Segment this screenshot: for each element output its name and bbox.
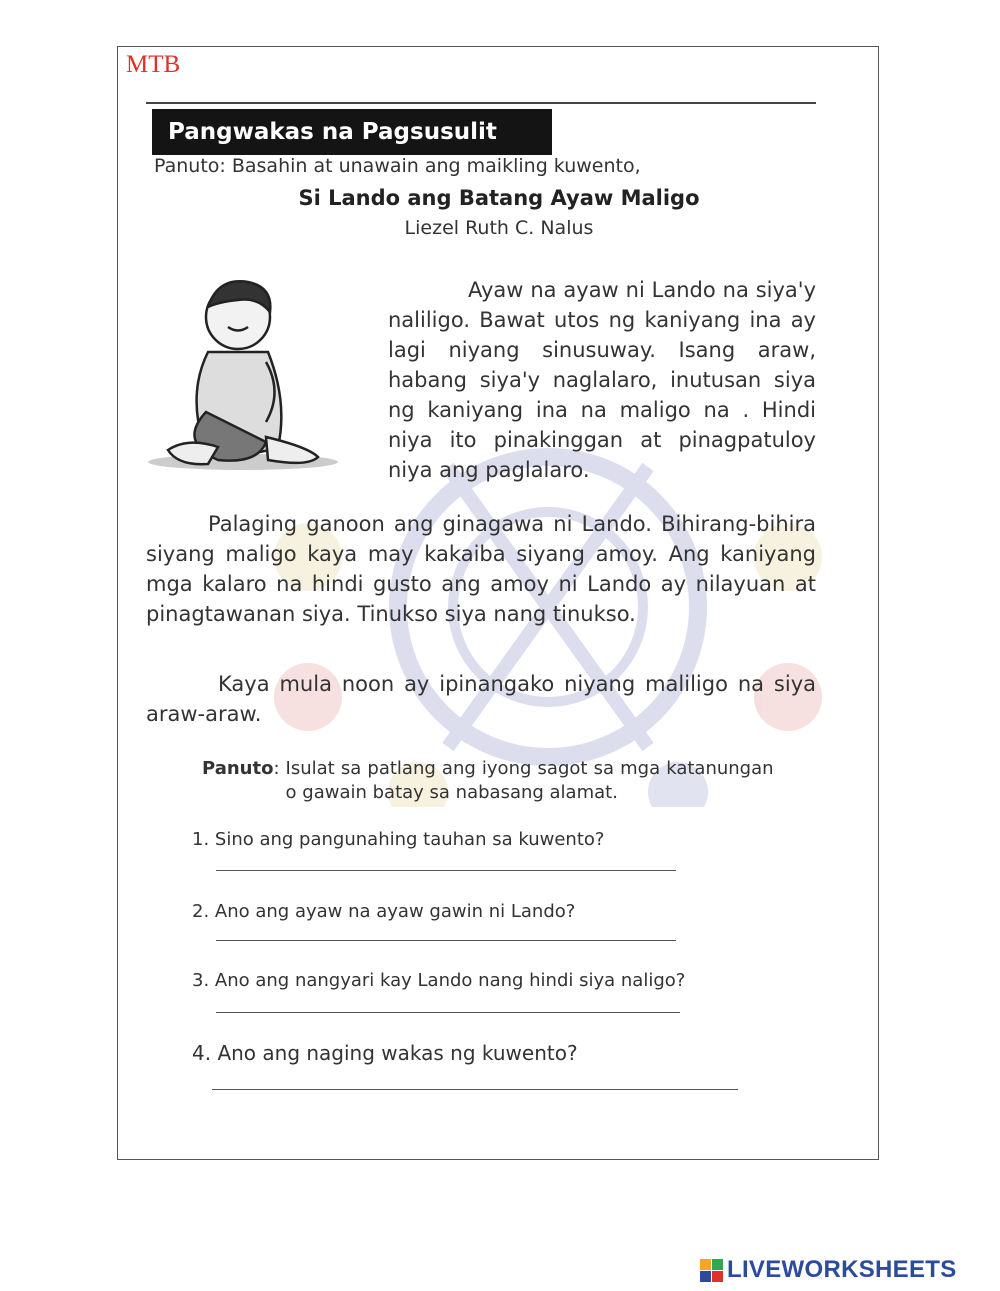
- story-author: Liezel Ruth C. Nalus: [404, 217, 594, 239]
- questions-instruction: Panuto: Isulat sa patlang ang iyong sagot sa mga katanungan o gawain batay sa nabasang alamat.: [202, 758, 774, 803]
- story-paragraph-1: Ayaw na ayaw ni Lando na siya'y naliligo. Bawat utos ng kaniyang ina ay lagi niyang sinusuway. Isang araw, habang siya'y naglalaro, inutusan siya ng kaniyang ina na maligo na . Hindi niya ito pinakinggan at pinagpatuloy niya ang paglalaro.: [388, 278, 816, 482]
- questions-instruction-label: Panuto: [202, 758, 274, 779]
- name-line: [146, 102, 816, 104]
- worksheet-page: [117, 46, 879, 1160]
- question-2: 2. Ano ang ayaw na ayaw gawin ni Lando?: [192, 901, 576, 922]
- liveworksheets-logo: [700, 1256, 957, 1284]
- subject-label: MTB: [126, 51, 181, 78]
- answer-field-2[interactable]: [216, 940, 676, 941]
- reading-instruction: Panuto: Basahin at unawain ang maikling kuwento,: [154, 155, 641, 177]
- answer-field-3[interactable]: [216, 1012, 680, 1013]
- question-3: 3. Ano ang nangyari kay Lando nang hindi siya naligo?: [192, 970, 686, 991]
- answer-field-1[interactable]: [216, 870, 676, 871]
- question-4: 4. Ano ang naging wakas ng kuwento?: [192, 1041, 578, 1065]
- brand-name: LIVEWORKSHEETS: [727, 1256, 957, 1283]
- answer-field-4[interactable]: [212, 1089, 738, 1090]
- questions-instruction-text: Isulat sa patlang ang iyong sagot sa mga katanungan o gawain batay sa nabasang alamat.: [285, 758, 774, 803]
- question-1: 1. Sino ang pangunahing tauhan sa kuwento?: [192, 829, 605, 850]
- liveworksheets-logo-icon: [700, 1259, 723, 1282]
- boy-illustration: [148, 272, 378, 472]
- story-title: Si Lando ang Batang Ayaw Maligo: [298, 186, 700, 210]
- story-paragraph-2: Palaging ganoon ang ginagawa ni Lando. Bihirang-bihira siyang maligo kaya may kakaiba siyang amoy. Ang kaniyang mga kalaro na hindi gusto ang amoy ni Lando ay nilayuan at pinagtawanan siya. Tinukso siya nang tinukso.: [146, 512, 816, 626]
- page-title-banner: Pangwakas na Pagsusulit: [152, 109, 552, 155]
- story-paragraph-3: Kaya mula noon ay ipinangako niyang maliligo na siya araw-araw.: [146, 672, 816, 726]
